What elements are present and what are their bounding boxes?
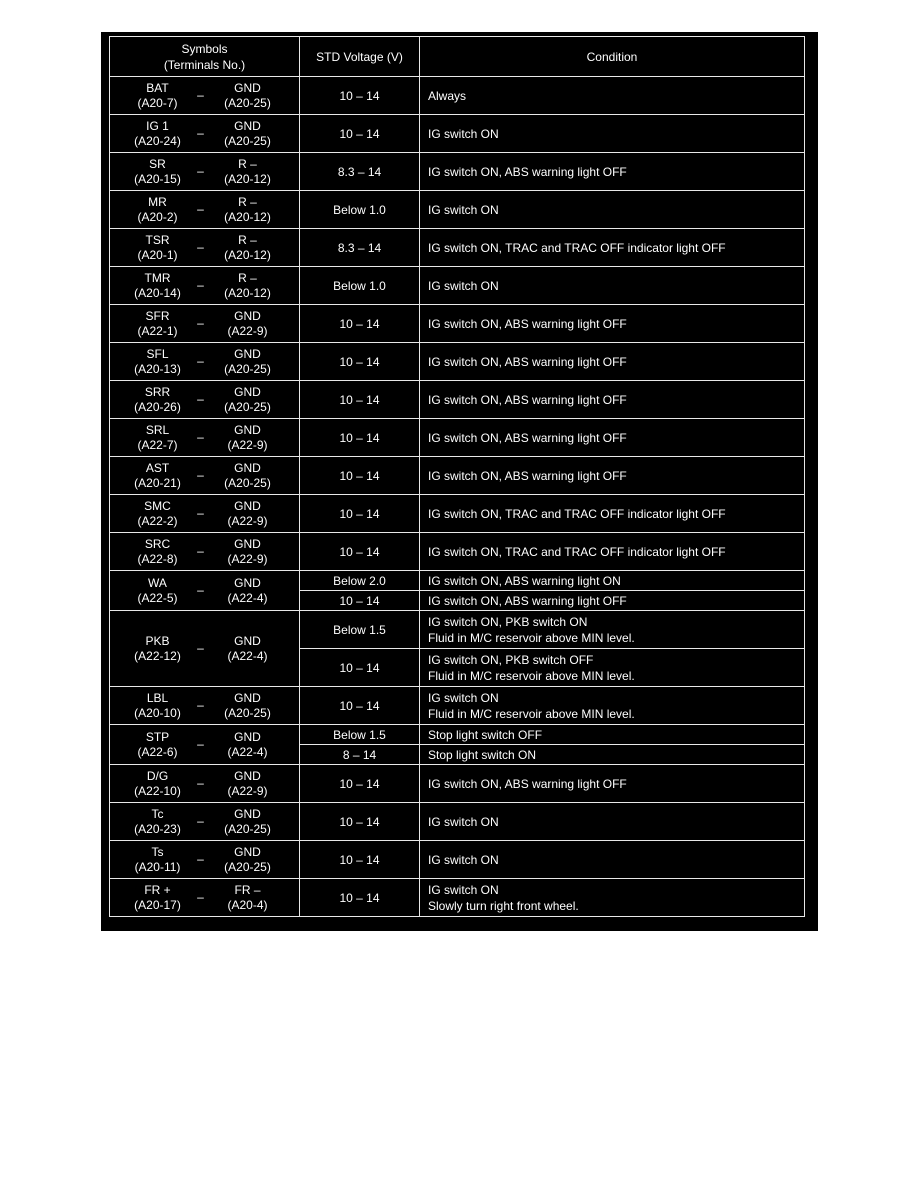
- condition-line: Stop light switch OFF: [428, 727, 543, 742]
- condition-line: IG switch ON: [428, 882, 499, 897]
- terminal-number: (A20-17): [134, 897, 181, 912]
- condition-cell: [420, 687, 805, 725]
- terminal-symbol: BAT: [146, 80, 169, 95]
- condition-column-header: Condition: [420, 37, 805, 77]
- terminal-dash: –: [197, 316, 204, 330]
- terminal-symbols-cell: [110, 457, 300, 495]
- condition-line: Fluid in M/C reservoir above MIN level.: [428, 668, 635, 683]
- reference-terminal-number: (A20-25): [224, 705, 271, 720]
- condition-cell: [420, 419, 805, 457]
- std-voltage-cell: 10 – 14: [300, 495, 420, 533]
- terminal-dash: –: [197, 583, 204, 597]
- condition-line: Stop light switch ON: [428, 747, 537, 762]
- condition-cell: [420, 571, 805, 591]
- std-voltage-cell: 10 – 14: [300, 879, 420, 917]
- terminal-symbols-cell: [110, 841, 300, 879]
- terminal-dash: –: [197, 430, 204, 444]
- condition-cell: [420, 77, 805, 115]
- reference-symbol: GND: [234, 422, 261, 437]
- terminal-number: (A20-13): [134, 361, 181, 376]
- terminal-number: (A20-14): [134, 285, 181, 300]
- terminal-symbols-cell: [110, 191, 300, 229]
- reference-terminal-number: (A22-9): [227, 551, 268, 566]
- terminal-symbol: Tc: [151, 806, 164, 821]
- std-voltage-cell: 10 – 14: [300, 803, 420, 841]
- terminal-symbol: WA: [148, 575, 167, 590]
- terminal-number: (A20-11): [134, 859, 181, 874]
- condition-line: IG switch ON, ABS warning light OFF: [428, 164, 627, 179]
- reference-terminal-number: (A22-4): [227, 648, 268, 663]
- table-row: [110, 267, 805, 305]
- condition-cell: [420, 495, 805, 533]
- std-voltage-cell: 10 – 14: [300, 381, 420, 419]
- terminal-symbol: IG 1: [146, 118, 169, 133]
- std-voltage-cell: 10 – 14: [300, 305, 420, 343]
- condition-cell: [420, 879, 805, 917]
- std-voltage-cell: 8.3 – 14: [300, 229, 420, 267]
- std-voltage-cell: 8 – 14: [300, 745, 420, 765]
- terminal-symbols-cell: [110, 419, 300, 457]
- condition-line: IG switch ON: [428, 202, 499, 217]
- voltage-column-header: STD Voltage (V): [300, 37, 420, 77]
- condition-cell: [420, 745, 805, 765]
- std-voltage-cell: 8.3 – 14: [300, 153, 420, 191]
- terminal-number: (A22-6): [137, 744, 178, 759]
- terminal-symbol: SRR: [144, 384, 171, 399]
- table-header-row: [110, 37, 805, 77]
- terminal-voltage-sheet: [101, 32, 818, 931]
- terminal-dash: –: [197, 468, 204, 482]
- condition-line: IG switch ON: [428, 278, 499, 293]
- reference-terminal-number: (A22-9): [227, 513, 268, 528]
- terminal-dash: –: [197, 240, 204, 254]
- terminal-dash: –: [197, 852, 204, 866]
- condition-line: IG switch ON, PKB switch ON: [428, 614, 588, 629]
- std-voltage-cell: 10 – 14: [300, 343, 420, 381]
- condition-cell: [420, 457, 805, 495]
- condition-cell: [420, 229, 805, 267]
- terminal-voltage-table: [109, 36, 805, 917]
- reference-symbol: GND: [234, 768, 261, 783]
- std-voltage-cell: 10 – 14: [300, 533, 420, 571]
- table-row: [110, 457, 805, 495]
- std-voltage-cell: Below 1.5: [300, 611, 420, 649]
- condition-line: Fluid in M/C reservoir above MIN level.: [428, 630, 635, 645]
- terminal-dash: –: [197, 354, 204, 368]
- condition-cell: [420, 611, 805, 649]
- condition-cell: [420, 115, 805, 153]
- condition-line: IG switch ON: [428, 126, 499, 141]
- table-row: [110, 419, 805, 457]
- terminal-number: (A22-8): [137, 551, 178, 566]
- reference-symbol: GND: [234, 384, 261, 399]
- condition-line: IG switch ON: [428, 852, 499, 867]
- condition-line: IG switch ON, TRAC and TRAC OFF indicator light OFF: [428, 240, 726, 255]
- terminal-number: (A20-23): [134, 821, 181, 836]
- terminal-symbol: PKB: [145, 633, 170, 648]
- std-voltage-cell: Below 1.0: [300, 191, 420, 229]
- reference-symbol: GND: [234, 729, 261, 744]
- terminal-symbol: SFL: [146, 346, 169, 361]
- reference-symbol: GND: [234, 308, 261, 323]
- condition-cell: [420, 343, 805, 381]
- reference-terminal-number: (A20-25): [224, 399, 271, 414]
- table-row: [110, 879, 805, 917]
- reference-symbol: R –: [238, 194, 257, 209]
- reference-symbol: GND: [234, 118, 261, 133]
- terminal-number: (A20-1): [137, 247, 178, 262]
- reference-terminal-number: (A22-4): [227, 590, 268, 605]
- terminal-symbols-cell: [110, 611, 300, 687]
- terminal-symbol: STP: [145, 729, 170, 744]
- condition-cell: [420, 649, 805, 687]
- table-row: [110, 381, 805, 419]
- terminal-symbols-cell: [110, 229, 300, 267]
- terminal-number: (A20-10): [134, 705, 181, 720]
- reference-terminal-number: (A20-12): [224, 247, 271, 262]
- table-row: [110, 611, 805, 649]
- table-row: [110, 571, 805, 591]
- table-row: [110, 305, 805, 343]
- terminal-symbol: TSR: [145, 232, 170, 247]
- reference-terminal-number: (A20-25): [224, 361, 271, 376]
- terminal-number: (A22-1): [137, 323, 178, 338]
- table-row: [110, 115, 805, 153]
- condition-cell: [420, 765, 805, 803]
- terminal-symbols-cell: [110, 725, 300, 765]
- reference-terminal-number: (A22-4): [227, 744, 268, 759]
- terminal-symbols-cell: [110, 153, 300, 191]
- terminal-symbol: FR +: [144, 882, 171, 897]
- terminal-number: (A20-2): [137, 209, 178, 224]
- terminal-dash: –: [197, 544, 204, 558]
- condition-cell: [420, 803, 805, 841]
- condition-cell: [420, 305, 805, 343]
- terminal-dash: –: [197, 392, 204, 406]
- table-row: [110, 841, 805, 879]
- condition-line: IG switch ON, ABS warning light OFF: [428, 776, 627, 791]
- std-voltage-cell: 10 – 14: [300, 457, 420, 495]
- reference-terminal-number: (A20-12): [224, 171, 271, 186]
- reference-terminal-number: (A20-12): [224, 209, 271, 224]
- reference-symbol: GND: [234, 844, 261, 859]
- condition-line: IG switch ON, ABS warning light OFF: [428, 354, 627, 369]
- terminal-number: (A20-7): [137, 95, 178, 110]
- terminal-symbols-cell: [110, 765, 300, 803]
- table-row: [110, 191, 805, 229]
- terminal-number: (A20-15): [134, 171, 181, 186]
- condition-line: IG switch ON, ABS warning light OFF: [428, 593, 627, 608]
- reference-terminal-number: (A22-9): [227, 783, 268, 798]
- condition-line: Slowly turn right front wheel.: [428, 898, 579, 913]
- table-row: [110, 533, 805, 571]
- reference-terminal-number: (A20-25): [224, 475, 271, 490]
- condition-cell: [420, 533, 805, 571]
- condition-line: IG switch ON: [428, 690, 499, 705]
- terminal-dash: –: [197, 202, 204, 216]
- table-row: [110, 803, 805, 841]
- condition-line: IG switch ON, TRAC and TRAC OFF indicator light OFF: [428, 506, 726, 521]
- std-voltage-cell: 10 – 14: [300, 591, 420, 611]
- terminal-symbol: SRL: [145, 422, 170, 437]
- table-row: [110, 765, 805, 803]
- reference-terminal-number: (A22-9): [227, 437, 268, 452]
- terminal-number: (A22-7): [137, 437, 178, 452]
- terminal-symbols-cell: [110, 267, 300, 305]
- terminal-dash: –: [197, 278, 204, 292]
- reference-symbol: GND: [234, 690, 261, 705]
- terminal-dash: –: [197, 698, 204, 712]
- condition-cell: [420, 591, 805, 611]
- condition-line: IG switch ON, TRAC and TRAC OFF indicator light OFF: [428, 544, 726, 559]
- std-voltage-cell: 10 – 14: [300, 77, 420, 115]
- std-voltage-cell: Below 1.0: [300, 267, 420, 305]
- std-voltage-cell: 10 – 14: [300, 115, 420, 153]
- table-row: [110, 77, 805, 115]
- std-voltage-cell: 10 – 14: [300, 649, 420, 687]
- terminal-symbols-cell: [110, 571, 300, 611]
- condition-line: IG switch ON: [428, 814, 499, 829]
- symbols-column-header: [110, 37, 300, 77]
- reference-symbol: GND: [234, 346, 261, 361]
- terminal-symbols-cell: [110, 533, 300, 571]
- std-voltage-cell: Below 2.0: [300, 571, 420, 591]
- terminal-dash: –: [197, 164, 204, 178]
- reference-symbol: GND: [234, 498, 261, 513]
- reference-symbol: GND: [234, 806, 261, 821]
- reference-symbol: GND: [234, 80, 261, 95]
- condition-cell: [420, 153, 805, 191]
- terminal-dash: –: [197, 737, 204, 751]
- reference-symbol: GND: [234, 460, 261, 475]
- reference-terminal-number: (A20-25): [224, 859, 271, 874]
- reference-symbol: GND: [234, 536, 261, 551]
- condition-line: IG switch ON, ABS warning light OFF: [428, 392, 627, 407]
- terminal-dash: –: [197, 126, 204, 140]
- terminal-symbol: SRC: [144, 536, 171, 551]
- reference-terminal-number: (A20-25): [224, 95, 271, 110]
- reference-terminal-number: (A22-9): [227, 323, 268, 338]
- condition-line: Always: [428, 88, 467, 103]
- condition-cell: [420, 841, 805, 879]
- symbols-header-line2: (Terminals No.): [163, 57, 246, 72]
- terminal-number: (A22-10): [134, 783, 181, 798]
- condition-cell: [420, 191, 805, 229]
- condition-line: IG switch ON, ABS warning light OFF: [428, 430, 627, 445]
- reference-symbol: R –: [238, 232, 257, 247]
- table-row: [110, 687, 805, 725]
- terminal-symbol: MR: [148, 194, 167, 209]
- terminal-symbol: Ts: [151, 844, 164, 859]
- terminal-symbols-cell: [110, 381, 300, 419]
- condition-line: IG switch ON, ABS warning light ON: [428, 573, 621, 588]
- reference-terminal-number: (A20-25): [224, 821, 271, 836]
- symbols-header-line1: Symbols: [181, 41, 228, 56]
- reference-terminal-number: (A20-12): [224, 285, 271, 300]
- terminal-number: (A20-24): [134, 133, 181, 148]
- condition-line: IG switch ON, ABS warning light OFF: [428, 468, 627, 483]
- std-voltage-cell: 10 – 14: [300, 419, 420, 457]
- terminal-symbol: LBL: [146, 690, 169, 705]
- condition-line: IG switch ON, ABS warning light OFF: [428, 316, 627, 331]
- std-voltage-cell: 10 – 14: [300, 765, 420, 803]
- terminal-dash: –: [197, 890, 204, 904]
- terminal-dash: –: [197, 776, 204, 790]
- terminal-number: (A22-12): [134, 648, 181, 663]
- terminal-symbols-cell: [110, 343, 300, 381]
- table-row: [110, 343, 805, 381]
- terminal-symbol: SR: [149, 156, 166, 171]
- terminal-symbol: TMR: [144, 270, 171, 285]
- condition-cell: [420, 725, 805, 745]
- table-row: [110, 725, 805, 745]
- std-voltage-cell: 10 – 14: [300, 687, 420, 725]
- reference-terminal-number: (A20-4): [227, 897, 268, 912]
- terminal-symbol: D/G: [146, 768, 169, 783]
- reference-symbol: R –: [238, 270, 257, 285]
- std-voltage-cell: Below 1.5: [300, 725, 420, 745]
- terminal-symbols-cell: [110, 115, 300, 153]
- condition-line: Fluid in M/C reservoir above MIN level.: [428, 706, 635, 721]
- condition-cell: [420, 267, 805, 305]
- terminal-dash: –: [197, 814, 204, 828]
- reference-symbol: FR –: [234, 882, 261, 897]
- terminal-symbol: SFR: [145, 308, 170, 323]
- condition-cell: [420, 381, 805, 419]
- table-row: [110, 153, 805, 191]
- reference-symbol: GND: [234, 575, 261, 590]
- terminal-symbols-cell: [110, 305, 300, 343]
- terminal-number: (A22-2): [137, 513, 178, 528]
- terminal-symbols-cell: [110, 77, 300, 115]
- condition-line: IG switch ON, PKB switch OFF: [428, 652, 594, 667]
- reference-symbol: GND: [234, 633, 261, 648]
- terminal-number: (A20-26): [134, 399, 181, 414]
- terminal-symbol: AST: [145, 460, 170, 475]
- terminal-symbols-cell: [110, 495, 300, 533]
- terminal-symbols-cell: [110, 879, 300, 917]
- terminal-symbols-cell: [110, 687, 300, 725]
- terminal-dash: –: [197, 506, 204, 520]
- table-row: [110, 229, 805, 267]
- table-row: [110, 495, 805, 533]
- terminal-number: (A22-5): [137, 590, 178, 605]
- std-voltage-cell: 10 – 14: [300, 841, 420, 879]
- terminal-symbol: SMC: [144, 498, 171, 513]
- reference-symbol: R –: [238, 156, 257, 171]
- terminal-dash: –: [197, 88, 204, 102]
- terminal-number: (A20-21): [134, 475, 181, 490]
- reference-terminal-number: (A20-25): [224, 133, 271, 148]
- terminal-dash: –: [197, 641, 204, 655]
- terminal-symbols-cell: [110, 803, 300, 841]
